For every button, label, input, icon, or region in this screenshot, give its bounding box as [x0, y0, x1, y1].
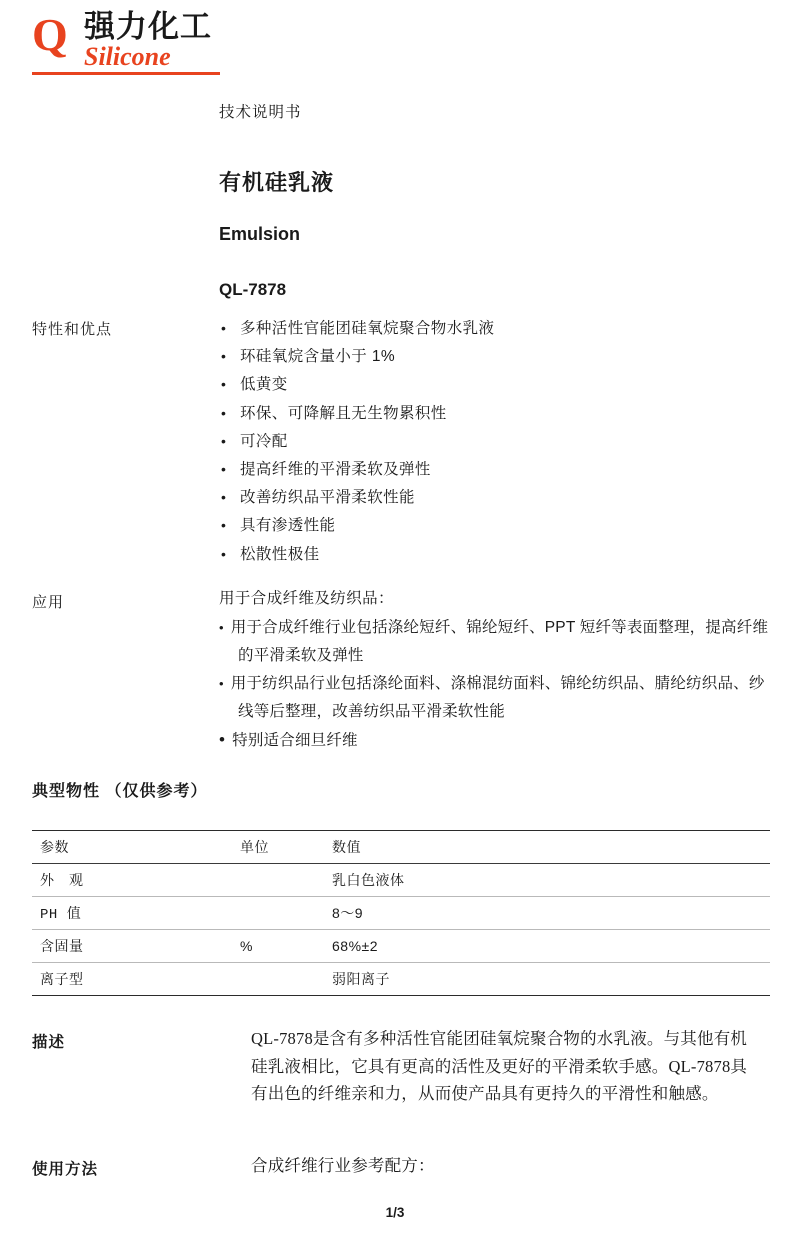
description-label: 描述 [32, 1034, 66, 1051]
list-item: • 用于纺织品行业包括涤纶面料、涤棉混纺面料、锦纶纺织品、腈纶纺织品、纱线等后整理，改善纺织品平滑柔软性能 [219, 670, 774, 726]
usage-label: 使用方法 [32, 1161, 99, 1178]
logo-company-name-en: Silicone [84, 42, 171, 71]
list-item: • 可冷配 [219, 428, 749, 456]
logo-q-mark: Q [32, 9, 66, 60]
page-number: 1/3 [385, 1205, 405, 1220]
column-header-parameter: 参数 [32, 831, 232, 864]
company-logo [32, 10, 222, 72]
usage-text: 合成纤维行业参考配方： [251, 1156, 435, 1175]
cell-value: 弱阳离子 [324, 963, 770, 996]
document-type-label: 技术说明书 [219, 104, 302, 121]
list-item: • 环保、可降解且无生物累积性 [219, 400, 749, 428]
logo-underline [32, 72, 220, 75]
cell-unit [232, 897, 324, 930]
product-code: QL-7878 [219, 280, 287, 299]
description-text: QL-7878是含有多种活性官能团硅氧烷聚合物的水乳液。与其他有机硅乳液相比，它具有更高的活性及更好的平滑柔软手感。QL-7878具有出色的纤维亲和力，从而使产品具有更持久的平滑性和触感。 [251, 1029, 748, 1103]
table-header-row [32, 831, 770, 864]
cell-parameter: 离子型 [32, 963, 232, 996]
typical-properties-table [32, 830, 770, 996]
list-item: • 环硅氧烷含量小于 1% [219, 343, 749, 371]
list-item: • 松散性极佳 [219, 541, 749, 569]
cell-parameter: 外 观 [32, 864, 232, 897]
list-item: • 多种活性官能团硅氧烷聚合物水乳液 [219, 315, 749, 343]
cell-unit [232, 963, 324, 996]
list-item: • 用于合成纤维行业包括涤纶短纤、锦纶短纤、PPT 短纤等表面整理，提高纤维的平滑柔软及弹性 [219, 614, 774, 670]
cell-unit [232, 864, 324, 897]
page-subtitle: Emulsion [219, 224, 301, 244]
list-item: • 低黄变 [219, 371, 749, 399]
applications-list [219, 614, 774, 755]
cell-value: 8～9 [324, 897, 770, 930]
table-row [32, 930, 770, 963]
table-row [32, 897, 770, 930]
cell-unit: % [232, 930, 324, 963]
cell-value: 乳白色液体 [324, 864, 770, 897]
applications-lead: 用于合成纤维及纺织品： [219, 590, 394, 607]
cell-parameter: 含固量 [32, 930, 232, 963]
list-item: • 特别适合细旦纤维 [219, 726, 774, 755]
typical-properties-title: 典型物性 （仅供参考） [32, 783, 208, 800]
cell-value: 68%±2 [324, 930, 770, 963]
cell-parameter: PH 值 [32, 897, 232, 930]
page-title: 有机硅乳液 [219, 170, 335, 195]
features-list [219, 315, 749, 569]
applications-block [219, 585, 774, 755]
logo-company-name-cn: 强力化工 [84, 9, 212, 44]
list-item: • 具有渗透性能 [219, 512, 749, 540]
applications-label: 应用 [32, 594, 65, 611]
list-item: • 改善纺织品平滑柔软性能 [219, 484, 749, 512]
column-header-value: 数值 [324, 831, 770, 864]
list-item: • 提高纤维的平滑柔软及弹性 [219, 456, 749, 484]
table-row [32, 864, 770, 897]
features-label: 特性和优点 [32, 321, 113, 338]
table-row [32, 963, 770, 996]
column-header-unit: 单位 [232, 831, 324, 864]
